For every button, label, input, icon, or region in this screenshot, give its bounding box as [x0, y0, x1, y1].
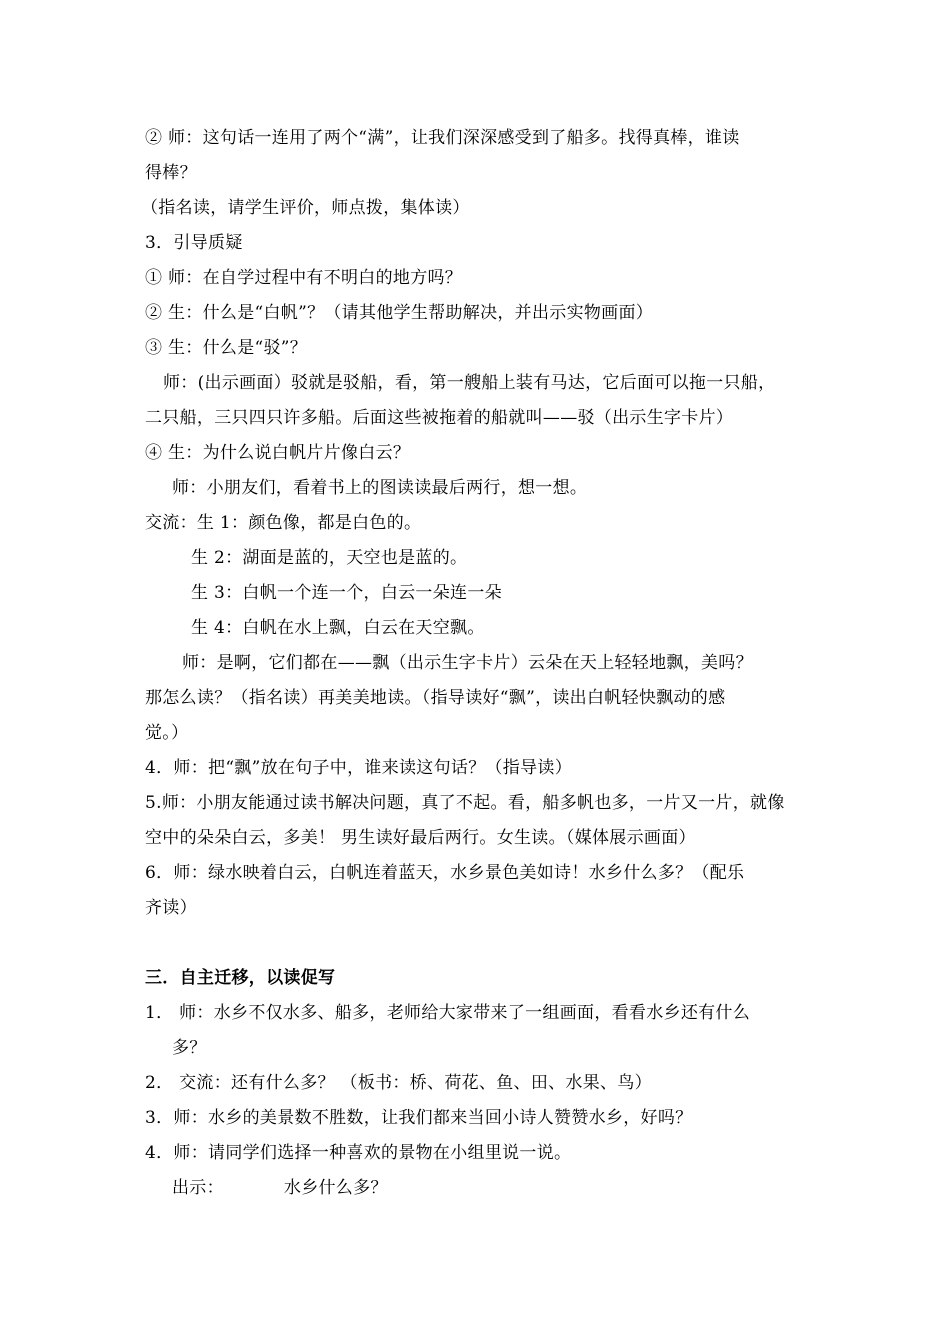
text-line: 4．师：把“飘”放在句子中，谁来读这句话？（指导读）	[145, 758, 572, 778]
text-line: 师：(出示画面）驳就是驳船，看，第一艘船上装有马达，它后面可以拖一只船，	[163, 373, 776, 393]
text-line: 4．师：请同学们选择一种喜欢的景物在小组里说一说。	[145, 1143, 572, 1163]
text-line: 1． 师：水乡不仅水多、船多，老师给大家带来了一组画面，看看水乡还有什么	[145, 1003, 751, 1023]
text-line: 6．师：绿水映着白云，白帆连着蓝天，水乡景色美如诗！水乡什么多？（配乐	[145, 863, 745, 883]
text-line: 那怎么读？（指名读）再美美地读。（指导读好“飘”，读出白帆轻快飘动的感	[145, 688, 726, 708]
text-line: 3．引导质疑	[145, 233, 243, 253]
text-line: 二只船，三只四只许多船。后面这些被拖着的船就叫——驳（出示生字卡片）	[145, 408, 734, 428]
text-line: 交流：生 1：颜色像，都是白色的。	[145, 513, 422, 533]
text-line: 3．师：水乡的美景数不胜数，让我们都来当回小诗人赞赞水乡，好吗？	[145, 1108, 693, 1128]
text-line: ③ 生：什么是“驳”？	[145, 338, 308, 358]
text-line: 师：是啊，它们都在——飘（出示生字卡片）云朵在天上轻轻地飘，美吗？	[182, 653, 753, 673]
text-line: 生 3：白帆一个连一个，白云一朵连一朵	[191, 583, 502, 603]
text-line: 空中的朵朵白云，多美！ 男生读好最后两行。女生读。（媒体展示画面）	[145, 828, 696, 848]
display-line	[172, 1176, 388, 1200]
text-line: 齐读）	[145, 898, 197, 918]
display-label: 出示：	[172, 1178, 224, 1198]
text-line: 2． 交流：还有什么多？ （板书：桥、荷花、鱼、田、水果、鸟）	[145, 1073, 652, 1093]
text-line: 生 4：白帆在水上飘，白云在天空飘。	[191, 618, 485, 638]
text-line: 师：小朋友们，看着书上的图读读最后两行，想一想。	[172, 478, 588, 498]
text-line: 得棒？	[145, 163, 197, 183]
text-line: （指名读，请学生评价，师点拨，集体读）	[141, 198, 470, 218]
text-line: 觉。）	[145, 723, 189, 743]
text-line: 多？	[172, 1038, 207, 1058]
text-line: ① 师：在自学过程中有不明白的地方吗？	[145, 268, 463, 288]
section-heading: 三．自主迁移，以读促写	[145, 968, 336, 988]
text-line: ② 生：什么是“白帆”？（请其他学生帮助解决，并出示实物画面）	[145, 303, 654, 323]
text-line: 5.师：小朋友能通过读书解决问题，真了不起。看，船多帆也多，一片又一片，就像	[145, 793, 785, 813]
text-line: ④ 生：为什么说白帆片片像白云？	[145, 443, 411, 463]
text-line: 生 2：湖面是蓝的，天空也是蓝的。	[191, 548, 468, 568]
text-line: ② 师：这句话一连用了两个“满”，让我们深深感受到了船多。找得真棒，谁读	[145, 128, 740, 148]
display-text: 水乡什么多？	[283, 1178, 388, 1198]
